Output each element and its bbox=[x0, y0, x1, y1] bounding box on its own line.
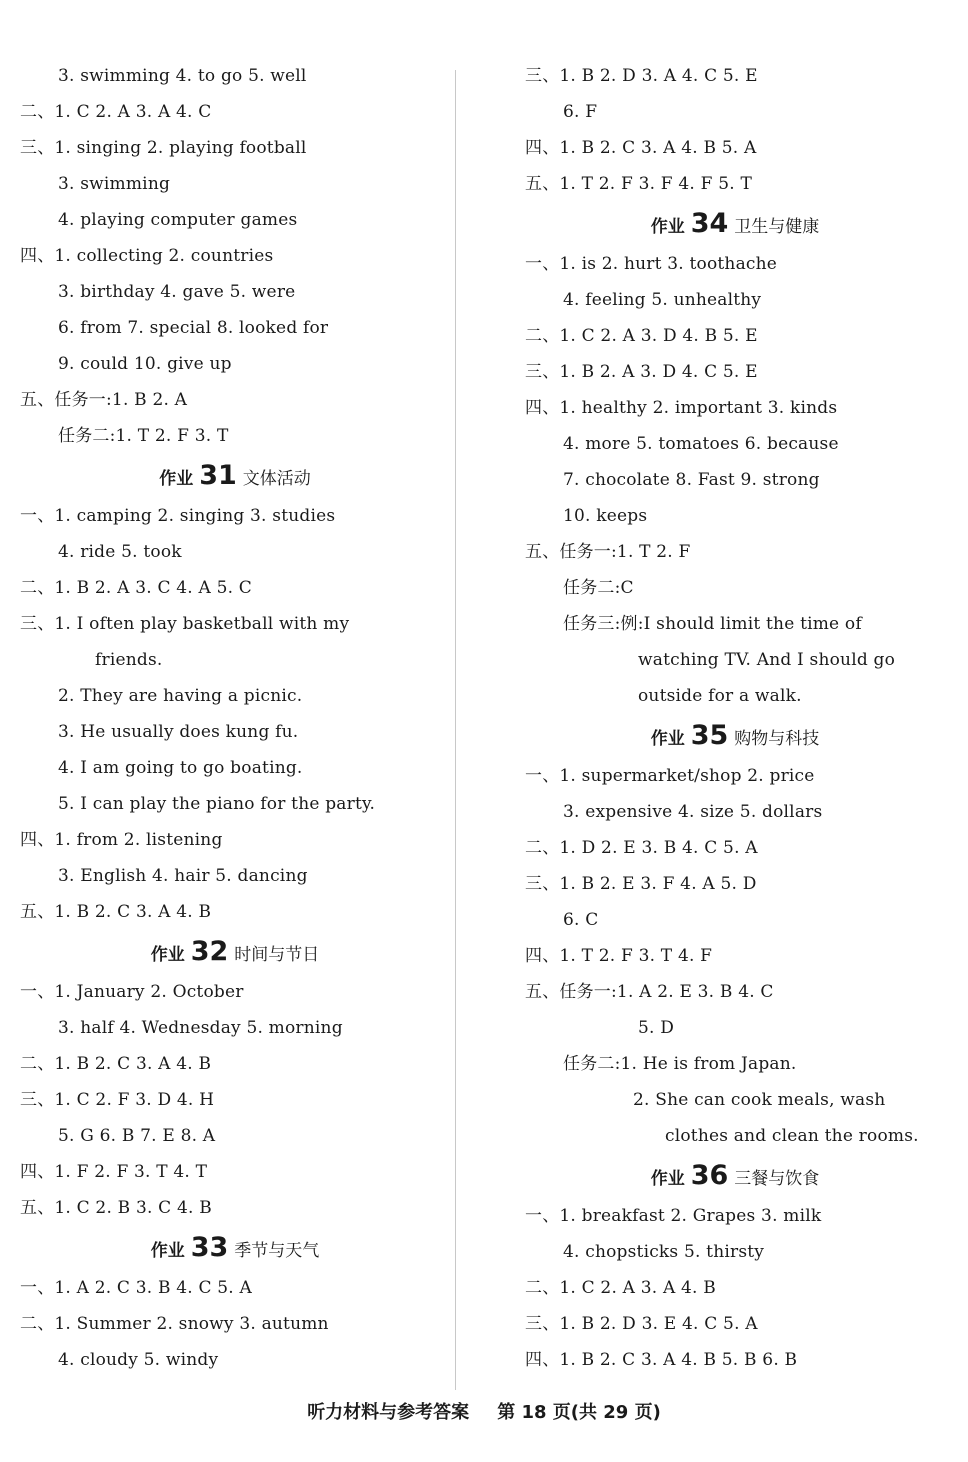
answer-line: 3. He usually does kung fu. bbox=[58, 722, 299, 742]
answer-line: 四、1. F 2. F 3. T 4. T bbox=[20, 1162, 208, 1182]
answer-line: 五、任务一:1. T 2. F bbox=[525, 542, 691, 562]
answer-line: 四、1. B 2. C 3. A 4. B 5. A bbox=[525, 138, 757, 158]
answer-line: 三、1. B 2. D 3. E 4. C 5. A bbox=[525, 1314, 758, 1334]
answer-line: 4. playing computer games bbox=[58, 210, 298, 230]
answer-line: 任务三:例:I should limit the time of bbox=[563, 614, 862, 634]
answer-line: 二、1. Summer 2. snowy 3. autumn bbox=[20, 1314, 329, 1334]
answer-line: 5. D bbox=[638, 1018, 675, 1038]
heading-number: 34 bbox=[690, 208, 729, 239]
heading-number: 35 bbox=[690, 720, 729, 751]
footer-page-number: 第 18 页(共 29 页) bbox=[497, 1402, 661, 1423]
answer-line: 一、1. A 2. C 3. B 4. C 5. A bbox=[20, 1278, 252, 1298]
answer-line: 二、1. B 2. A 3. C 4. A 5. C bbox=[20, 578, 252, 598]
answer-line: 一、1. camping 2. singing 3. studies bbox=[20, 506, 336, 526]
heading-prefix: 作业 bbox=[150, 945, 185, 965]
answer-line: 四、1. healthy 2. important 3. kinds bbox=[525, 398, 838, 418]
section-heading-36 bbox=[525, 1154, 945, 1198]
answer-line: 三、1. C 2. F 3. D 4. H bbox=[20, 1090, 215, 1110]
answers-36 bbox=[525, 1198, 945, 1378]
answers-31 bbox=[20, 498, 450, 930]
answer-line: 3. swimming 4. to go 5. well bbox=[58, 66, 307, 86]
answer-line: 任务二:1. He is from Japan. bbox=[563, 1054, 797, 1074]
answer-line: outside for a walk. bbox=[638, 686, 802, 706]
answer-line: 二、1. C 2. A 3. D 4. B 5. E bbox=[525, 326, 758, 346]
answer-line: 4. more 5. tomatoes 6. because bbox=[563, 434, 839, 454]
answer-line: 3. English 4. hair 5. dancing bbox=[58, 866, 308, 886]
section-heading-34 bbox=[525, 202, 945, 246]
heading-number: 36 bbox=[690, 1160, 729, 1191]
answer-line: 5. G 6. B 7. E 8. A bbox=[58, 1126, 216, 1146]
heading-title: 季节与天气 bbox=[234, 1241, 320, 1261]
answer-line: 7. chocolate 8. Fast 9. strong bbox=[563, 470, 820, 490]
heading-title: 三餐与饮食 bbox=[734, 1169, 820, 1189]
answer-line: 4. chopsticks 5. thirsty bbox=[563, 1242, 765, 1262]
answer-line: 4. I am going to go boating. bbox=[58, 758, 303, 778]
answer-line: 二、1. D 2. E 3. B 4. C 5. A bbox=[525, 838, 758, 858]
answer-line: 任务二:1. T 2. F 3. T bbox=[58, 426, 229, 446]
answer-line: 一、1. supermarket/shop 2. price bbox=[525, 766, 815, 786]
right-lines-a bbox=[525, 58, 945, 202]
answers-33 bbox=[20, 1270, 450, 1378]
footer-book-label: 听力材料与参考答案 bbox=[307, 1402, 470, 1423]
right-column bbox=[525, 58, 945, 1378]
answer-line: 4. ride 5. took bbox=[58, 542, 182, 562]
heading-number: 31 bbox=[199, 460, 237, 491]
answer-line: 一、1. breakfast 2. Grapes 3. milk bbox=[525, 1206, 822, 1226]
heading-title: 购物与科技 bbox=[734, 729, 820, 749]
heading-number: 33 bbox=[190, 1232, 229, 1263]
heading-title: 时间与节日 bbox=[234, 945, 320, 965]
answer-line: 三、1. B 2. A 3. D 4. C 5. E bbox=[525, 362, 758, 382]
answer-line: 10. keeps bbox=[563, 506, 648, 526]
heading-prefix: 作业 bbox=[150, 1241, 185, 1261]
answers-35 bbox=[525, 758, 945, 1154]
answer-line: 三、1. B 2. E 3. F 4. A 5. D bbox=[525, 874, 757, 894]
answer-line: 五、任务一:1. A 2. E 3. B 4. C bbox=[525, 982, 774, 1002]
answer-line: 5. I can play the piano for the party. bbox=[58, 794, 376, 814]
answer-line: 2. She can cook meals, wash bbox=[633, 1090, 886, 1110]
answer-line: clothes and clean the rooms. bbox=[665, 1126, 919, 1146]
answer-line: 3. expensive 4. size 5. dollars bbox=[563, 802, 823, 822]
answer-line: 3. birthday 4. gave 5. were bbox=[58, 282, 296, 302]
answer-line: 三、1. I often play basketball with my bbox=[20, 614, 350, 634]
section-heading-35 bbox=[525, 714, 945, 758]
answers-34 bbox=[525, 246, 945, 714]
heading-prefix: 作业 bbox=[159, 469, 194, 489]
answer-line: 四、1. B 2. C 3. A 4. B 5. B 6. B bbox=[525, 1350, 798, 1370]
left-lines-a bbox=[20, 58, 450, 454]
answer-line: 四、1. collecting 2. countries bbox=[20, 246, 274, 266]
answer-line: 任务二:C bbox=[563, 578, 634, 598]
section-heading-31 bbox=[20, 454, 450, 498]
answer-line: 9. could 10. give up bbox=[58, 354, 232, 374]
answer-line: 3. swimming bbox=[58, 174, 171, 194]
answer-line: 五、1. C 2. B 3. C 4. B bbox=[20, 1198, 212, 1218]
heading-prefix: 作业 bbox=[650, 1169, 685, 1189]
answer-line: 6. F bbox=[563, 102, 598, 122]
answer-line: 三、1. singing 2. playing football bbox=[20, 138, 307, 158]
left-column bbox=[20, 58, 450, 1378]
heading-title: 文体活动 bbox=[242, 469, 311, 489]
answer-line: 6. C bbox=[563, 910, 599, 930]
page-footer bbox=[0, 1398, 968, 1424]
answer-line: 四、1. from 2. listening bbox=[20, 830, 223, 850]
answer-line: 4. cloudy 5. windy bbox=[58, 1350, 219, 1370]
heading-prefix: 作业 bbox=[650, 729, 685, 749]
answer-line: 二、1. C 2. A 3. A 4. C bbox=[20, 102, 212, 122]
heading-number: 32 bbox=[190, 936, 229, 967]
answer-line: 2. They are having a picnic. bbox=[58, 686, 303, 706]
answer-line: 一、1. January 2. October bbox=[20, 982, 244, 1002]
answer-line: 6. from 7. special 8. looked for bbox=[58, 318, 329, 338]
answer-line: friends. bbox=[95, 650, 163, 670]
heading-prefix: 作业 bbox=[650, 217, 685, 237]
column-divider bbox=[455, 70, 456, 1390]
answer-line: 五、任务一:1. B 2. A bbox=[20, 390, 188, 410]
answers-32 bbox=[20, 974, 450, 1226]
section-heading-32 bbox=[20, 930, 450, 974]
answer-line: watching TV. And I should go bbox=[638, 650, 896, 670]
answer-line: 五、1. B 2. C 3. A 4. B bbox=[20, 902, 212, 922]
answer-line: 一、1. is 2. hurt 3. toothache bbox=[525, 254, 778, 274]
answer-line: 二、1. C 2. A 3. A 4. B bbox=[525, 1278, 716, 1298]
section-heading-33 bbox=[20, 1226, 450, 1270]
answer-line: 二、1. B 2. C 3. A 4. B bbox=[20, 1054, 212, 1074]
heading-title: 卫生与健康 bbox=[734, 217, 820, 237]
answer-line: 三、1. B 2. D 3. A 4. C 5. E bbox=[525, 66, 758, 86]
answer-line: 四、1. T 2. F 3. T 4. F bbox=[525, 946, 713, 966]
answer-line: 五、1. T 2. F 3. F 4. F 5. T bbox=[525, 174, 752, 194]
answer-line: 4. feeling 5. unhealthy bbox=[563, 290, 762, 310]
answer-line: 3. half 4. Wednesday 5. morning bbox=[58, 1018, 343, 1038]
